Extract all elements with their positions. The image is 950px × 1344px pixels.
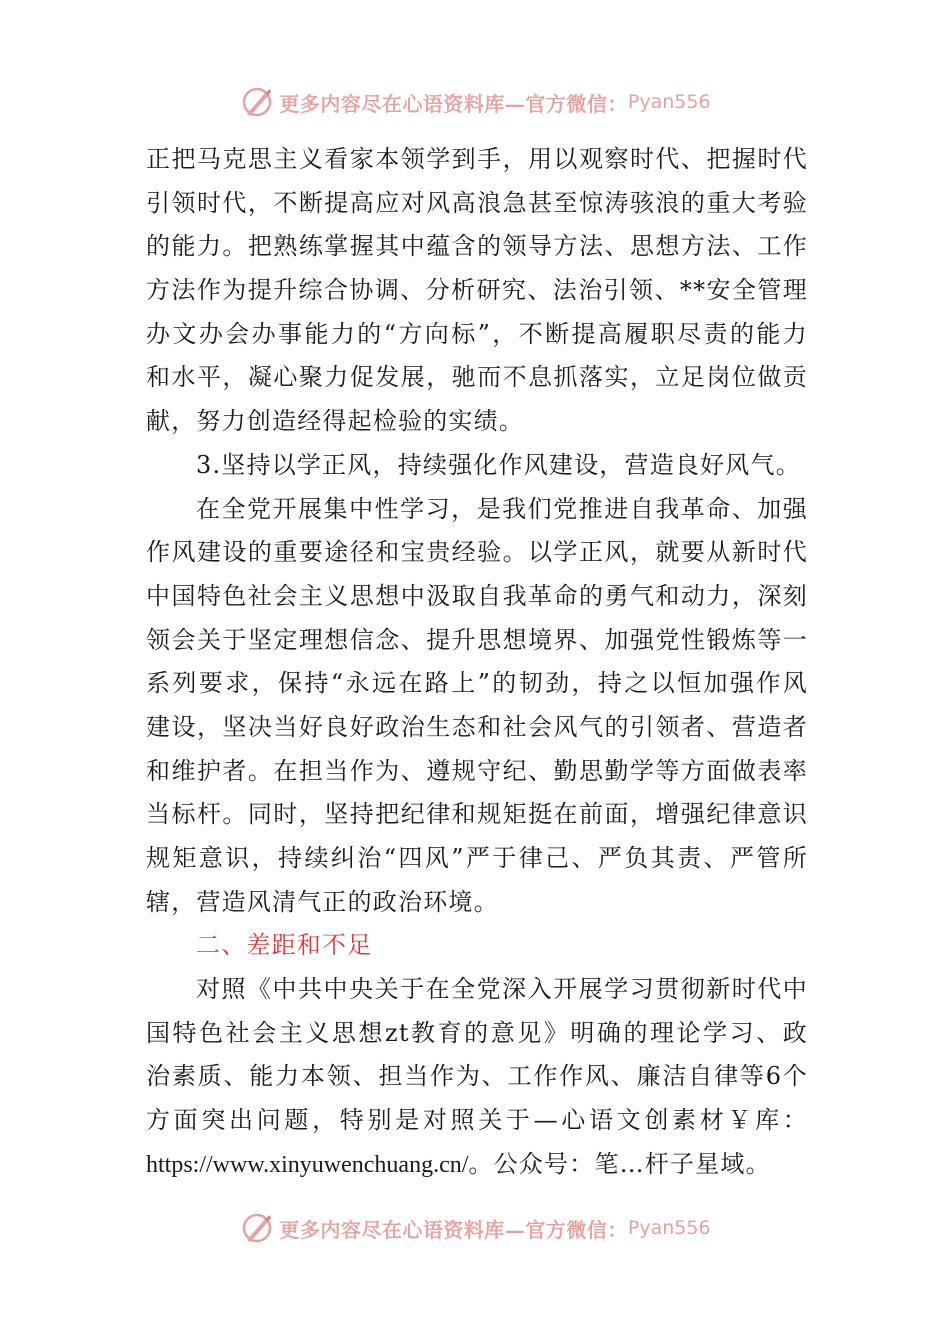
text-line: 作风建设的重要途径和宝贵经验。以学正风，就要从新时代: [146, 538, 808, 567]
header-banner: [0, 82, 950, 122]
text-line: 方面突出问题，特别是对照关于—心语文创素材￥库：: [146, 1106, 808, 1135]
section-heading-2: 二、差距和不足: [196, 931, 373, 960]
subheading-3: 3.坚持以学正风，持续强化作风建设，营造良好风气。: [196, 450, 801, 479]
banner-text: 更多内容尽在心语资料库—官方微信：: [279, 91, 628, 116]
text-line: 治素质、能力本领、担当作为、工作作风、廉洁自律等6个: [146, 1062, 808, 1091]
text-line: 领会关于坚定理想信念、提升思想境界、加强党性锻炼等一: [146, 625, 808, 654]
text-line: 中国特色社会主义思想中汲取自我革命的勇气和动力，深刻: [146, 581, 808, 610]
text-line: 系列要求，保持“永远在路上”的韧劲，持之以恒加强作风: [146, 669, 808, 698]
text-line: 国特色社会主义思想zt教育的意见》明确的理论学习、政: [146, 1018, 808, 1047]
paragraph-1: [146, 138, 808, 444]
tail-text: 。公众号：笔…杆子星域。: [468, 1149, 771, 1178]
text-line: 的能力。把熟练掌握其中蕴含的领导方法、思想方法、工作: [146, 232, 808, 261]
text-line: 办文办会办事能力的“方向标”，不断提高履职尽责的能力: [146, 319, 808, 348]
banner-wechat-id: Pyan556: [627, 91, 711, 113]
text-line: 献，努力创造经得起检验的实绩。: [146, 407, 524, 436]
text-line: 引领时代，不断提高应对风高浪急甚至惊涛骇浪的重大考验: [146, 188, 808, 217]
footer-banner: [0, 1208, 950, 1248]
website-link[interactable]: https://www.xinyuwenchuang.cn/: [146, 1151, 469, 1178]
banner-text: 更多内容尽在心语资料库—官方微信：: [279, 1217, 628, 1242]
text-line: 当标杆。同时，坚持把纪律和规矩挺在前面，增强纪律意识: [146, 800, 808, 829]
text-line: 和水平，凝心聚力促发展，驰而不息抓落实，立足岗位做贡: [146, 363, 808, 392]
text-line-url: [146, 1143, 808, 1187]
text-line: 在全党开展集中性学习，是我们党推进自我革命、加强: [196, 494, 808, 523]
text-line: 正把马克思主义看家本领学到手，用以观察时代、把握时代: [146, 145, 808, 173]
text-line: 和维护者。在担当作为、遵规守纪、勤思勤学等方面做表率: [146, 756, 808, 785]
banner-wechat-id: Pyan556: [627, 1217, 711, 1239]
text-line: 规矩意识，持续纠治“四风”严于律己、严负其责、严管所: [146, 844, 808, 872]
text-line: 建设，坚决当好良好政治生态和社会风气的引领者、营造者: [146, 712, 808, 741]
paragraph-2: [146, 488, 808, 925]
text-line: 辖，营造风清气正的政治环境。: [146, 887, 499, 916]
document-body: [146, 138, 808, 1187]
text-line: 对照《中共中央关于在全党深入开展学习贯彻新时代中: [196, 975, 808, 1004]
paragraph-3: [146, 968, 808, 1186]
text-line: 方法作为提升综合协调、分析研究、法治引领、**安全管理: [146, 276, 808, 305]
pen-logo-icon: [239, 1210, 275, 1246]
pen-logo-icon: [239, 84, 275, 120]
